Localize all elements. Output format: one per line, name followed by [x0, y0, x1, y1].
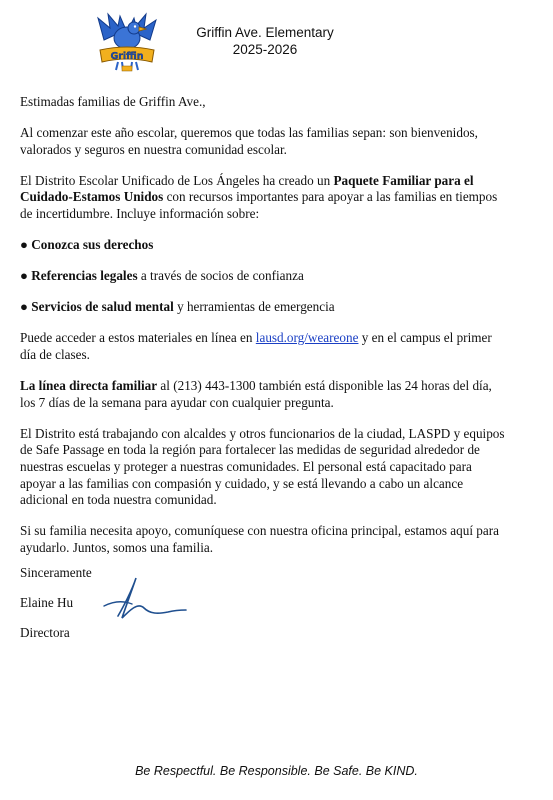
signer-title: Directora — [20, 625, 70, 640]
school-name: Griffin Ave. Elementary — [196, 25, 334, 40]
access-paragraph — [20, 330, 510, 363]
school-year: 2025-2026 — [232, 42, 298, 57]
bullet-icon: ● — [20, 237, 28, 253]
access-text-2: y en el campus el primer día de clases. — [20, 330, 492, 362]
bullet-item-legal — [20, 268, 510, 285]
family-package-name: Paquete Familiar para el Cuidado-Estamos Unidos — [20, 172, 474, 205]
bullet-icon: ● — [20, 268, 28, 284]
logo-text: Griffin — [110, 51, 144, 62]
handwritten-signature — [96, 572, 188, 624]
bullet-rest: a través de socios de confianza — [137, 268, 304, 284]
bullet-bold: Referencias legales — [31, 268, 138, 284]
bullet-bold: Conozca sus derechos — [31, 237, 154, 253]
school-header — [170, 24, 360, 58]
bullet-rest: y herramientas de emergencia — [173, 299, 335, 315]
greeting: Estimadas familias de Griffin Ave., — [20, 94, 206, 109]
bullet-item-rights — [20, 237, 510, 254]
school-motto: Be Respectful. Be Responsible. Be Safe. Be KIND. — [135, 764, 418, 778]
district-paragraph — [20, 173, 510, 223]
hotline-paragraph — [20, 378, 510, 411]
bullet-bold: Servicios de salud mental — [31, 299, 174, 315]
hotline-text: al (213) 443-1300 también está disponible las 24 horas del día, los 7 días de la semana para ayudar con cualquier pregunta. — [20, 378, 492, 410]
hotline-label: La línea directa familiar — [20, 378, 158, 394]
district-text-2: con recursos importantes para apoyar a las familias en tiempos de incertidumbre. Incluye información sobre: — [20, 189, 498, 221]
bullet-icon: ● — [20, 299, 28, 315]
griffin-mascot-logo — [96, 10, 158, 74]
sign-off: Sinceramente — [20, 565, 92, 580]
bullet-item-mental-health — [20, 299, 510, 316]
signer-name: Elaine Hu — [20, 595, 74, 610]
access-text-1: Puede acceder a estos materiales en línea en — [20, 330, 256, 346]
weareone-link[interactable]: lausd.org/weareone — [255, 330, 359, 346]
letter-body — [20, 94, 510, 571]
district-text-1: El Distrito Escolar Unificado de Los Ángeles ha creado un — [20, 172, 334, 188]
support-paragraph: Si su familia necesita apoyo, comuníquese con nuestra oficina principal, estamos aquí para ayudarlo. Juntos, somos una familia. — [20, 523, 499, 555]
safety-paragraph: El Distrito está trabajando con alcaldes y otros funcionarios de la ciudad, LASPD y equipos de Safe Passage en toda la región para fortalecer las medidas de seguridad alrededor de nuestras escuelas y proteger a nuestras comunidades. El personal está capacitado para apoyar a las familias con compasión y cuidado, y se está llevando a cabo un alcance adicional en toda nuestra comunidad. — [20, 425, 505, 508]
intro-paragraph: Al comenzar este año escolar, queremos que todas las familias sepan: son bienvenidos, valorados y seguros en nuestra comunidad escolar. — [20, 125, 478, 157]
